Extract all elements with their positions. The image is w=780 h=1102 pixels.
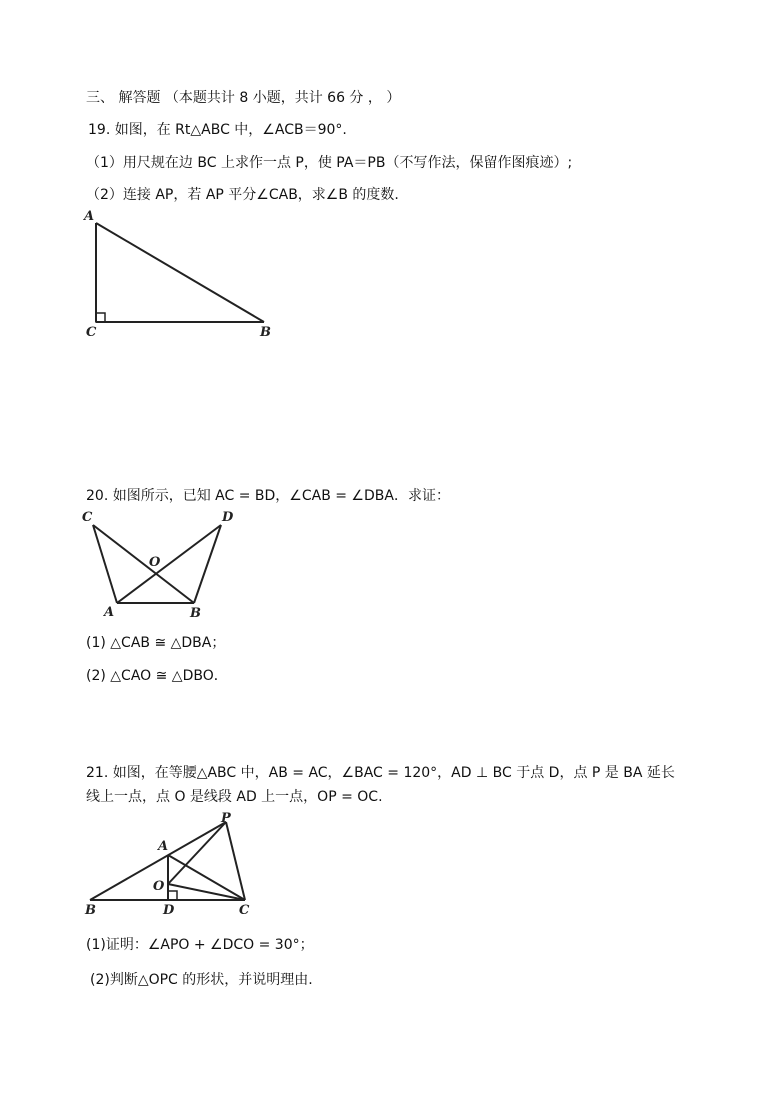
q21-label-c: C: [239, 903, 250, 918]
q19-label-c: C: [86, 325, 97, 340]
q19-label-a: A: [84, 209, 95, 224]
q21-figure: [80, 812, 260, 922]
q20-stem: 20. 如图所示，已知 AC = BD，∠CAB = ∠DBA．求证：: [86, 488, 450, 504]
q21-label-p: P: [221, 811, 231, 826]
q21-stem-line2: 线上一点，点 O 是线段 AD 上一点，OP = OC.: [86, 789, 383, 805]
q21-stem-line1: 21. 如图，在等腰△ABC 中，AB = AC，∠BAC = 120°，AD ⊥ BC 于点 D，点 P 是 BA 延长: [86, 765, 675, 781]
q20-label-c: C: [82, 510, 93, 525]
q19-stem: 19. 如图，在 Rt△ABC 中，∠ACB＝90°.: [88, 122, 347, 138]
section-heading: 三、 解答题 （本题共计 8 小题，共计 66 分 ， ）: [86, 90, 401, 106]
q20-label-d: D: [222, 510, 234, 525]
q19-label-b: B: [260, 325, 271, 340]
q21-label-b: B: [85, 903, 96, 918]
q20-part1: (1) △CAB ≅ △DBA；: [86, 635, 226, 651]
q20-label-o: O: [149, 555, 161, 570]
q21-label-o: O: [153, 879, 165, 894]
q20-part2: (2) △CAO ≅ △DBO．: [86, 668, 228, 684]
q21-label-d: D: [163, 903, 175, 918]
q19-figure: [80, 208, 280, 338]
q20-figure: [80, 508, 250, 621]
q21-label-a: A: [158, 839, 169, 854]
q21-part1: (1)证明：∠APO + ∠DCO = 30°；: [86, 937, 314, 953]
q19-part1: （1）用尺规在边 BC 上求作一点 P，使 PA＝PB（不写作法，保留作图痕迹）;: [86, 155, 573, 171]
q20-label-a: A: [104, 605, 115, 620]
q19-part2: （2）连接 AP，若 AP 平分∠CAB，求∠B 的度数.: [86, 187, 399, 203]
q21-part2: (2)判断△OPC 的形状，并说明理由.: [90, 972, 313, 988]
q20-label-b: B: [190, 606, 201, 621]
